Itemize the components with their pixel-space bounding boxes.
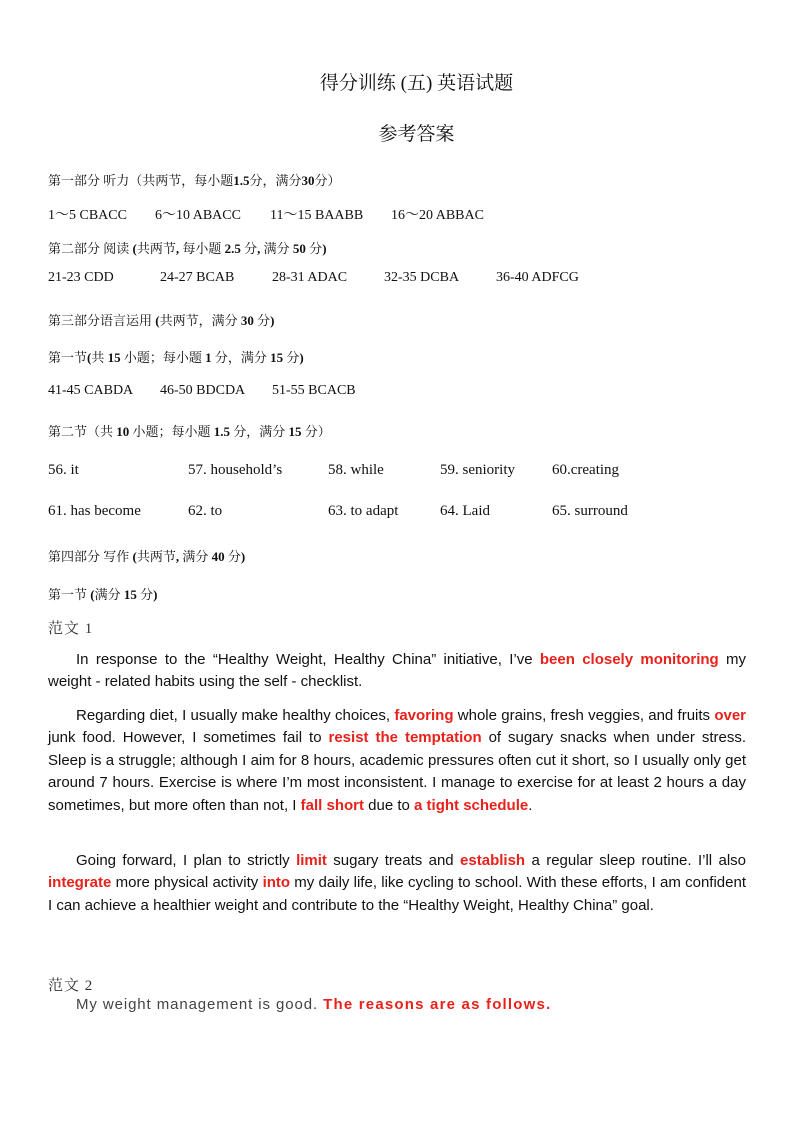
- essay2-first-line: My weight management is good. The reasons are as follows.: [76, 996, 552, 1013]
- essay-text: Regarding diet, I usually make healthy choices,: [76, 707, 395, 724]
- essay-text: my weight - related habits using the self - checklist.: [48, 651, 747, 691]
- fill-answer: 59. seniority: [440, 462, 515, 478]
- part3-heading: 第三部分语言运用 (共两节，满分 30 分): [48, 313, 275, 328]
- fill-answer: 64. Laid: [440, 503, 490, 519]
- fill-answer: 58. while: [328, 462, 384, 478]
- answer-group: 41-45 CABDA: [48, 383, 134, 398]
- essay2-label: 范文 2: [48, 978, 94, 994]
- fill-answer: 65. surround: [552, 503, 628, 519]
- highlighted-phrase: a tight schedule: [414, 796, 529, 814]
- highlighted-phrase: into: [262, 874, 291, 892]
- essay-text: In response to the “Healthy Weight, Healthy China” initiative, I’ve: [76, 651, 540, 668]
- essay1-paragraph-1: [48, 649, 746, 694]
- essay1-label: 范文 1: [48, 621, 94, 637]
- part4-heading: 第四部分 写作 (共两节, 满分 40 分): [48, 549, 246, 564]
- essay-text: sugary treats and: [326, 852, 461, 869]
- essay-text: a regular sleep routine. I’ll also: [525, 852, 747, 869]
- answer-group: 32-35 DCBA: [384, 270, 460, 285]
- essay1-paragraph-3: [48, 850, 746, 917]
- part1-heading: 第一部分 听力（共两节，每小题1.5分，满分30分）: [48, 173, 341, 188]
- highlighted-phrase: over: [714, 707, 746, 724]
- answer-group: 51-55 BCACB: [272, 383, 356, 398]
- fill-answer: 61. has become: [48, 503, 141, 519]
- answer-group: 6～10 ABACC: [155, 208, 241, 223]
- fill-answer: 62. to: [188, 503, 223, 519]
- highlighted-phrase: been closely monitoring: [539, 651, 719, 668]
- essay-text: Going forward, I plan to strictly: [76, 852, 297, 869]
- essay-text: .: [528, 796, 533, 814]
- answer-group: 1～5 CBACC: [48, 208, 127, 223]
- essay-text: whole grains, fresh veggies, and fruits: [453, 707, 715, 724]
- essay-text: due to: [363, 796, 415, 814]
- highlighted-phrase: resist the temptation: [328, 729, 482, 747]
- essay-text: of sugary snacks when under stress. Sleep is a struggle; although I aim for 8 hours, academic pressures often cut it short, so I usually only get around 7 hours. Exercise is where I’m most inconsistent. I manage to exercise for at least 2 hours a day sometimes, but more often than not, I: [48, 729, 746, 814]
- answer-group: 24-27 BCAB: [160, 270, 235, 285]
- answer-group: 16～20 ABBAC: [391, 208, 484, 223]
- answer-group: 46-50 BDCDA: [160, 383, 246, 398]
- highlighted-phrase: favoring: [394, 707, 454, 724]
- fill-answer: 60.creating: [552, 462, 620, 478]
- fill-answer: 63. to adapt: [328, 503, 399, 519]
- fill-answer: 57. household’s: [188, 462, 283, 478]
- highlighted-phrase: integrate: [48, 874, 112, 892]
- answer-group: 36-40 ADFCG: [496, 270, 579, 285]
- part4-section1-heading: 第一节 (满分 15 分): [48, 587, 158, 602]
- highlighted-phrase: fall short: [300, 796, 364, 814]
- essay-text: my daily life, like cycling to school. With these efforts, I am confident I can achieve a healthier weight and contribute to the “Healthy Weight, Healthy China” goal.: [48, 874, 746, 914]
- essay-text: more physical activity: [111, 874, 263, 892]
- essay-text: junk food. However, I sometimes fail to: [48, 729, 329, 747]
- highlighted-phrase: The reasons are as follows.: [323, 996, 552, 1013]
- highlighted-phrase: establish: [460, 852, 526, 869]
- answer-group: 11～15 BAABB: [270, 208, 364, 223]
- part3-section1-heading: 第一节(共 15 小题；每小题 1 分，满分 15 分): [48, 350, 304, 365]
- essay1-paragraph-2: [48, 705, 746, 817]
- page-title: 得分训练 (五) 英语试题: [319, 73, 514, 94]
- highlighted-phrase: limit: [296, 852, 327, 869]
- answer-group: 28-31 ADAC: [272, 270, 348, 285]
- page-subtitle: 参考答案: [378, 124, 455, 145]
- answer-group: 21-23 CDD: [48, 270, 114, 285]
- part3-section2-heading: 第二节（共 10 小题；每小题 1.5 分，满分 15 分）: [48, 424, 331, 439]
- fill-answer: 56. it: [48, 462, 79, 478]
- part2-heading: 第二部分 阅读 (共两节, 每小题 2.5 分, 满分 50 分): [48, 241, 327, 256]
